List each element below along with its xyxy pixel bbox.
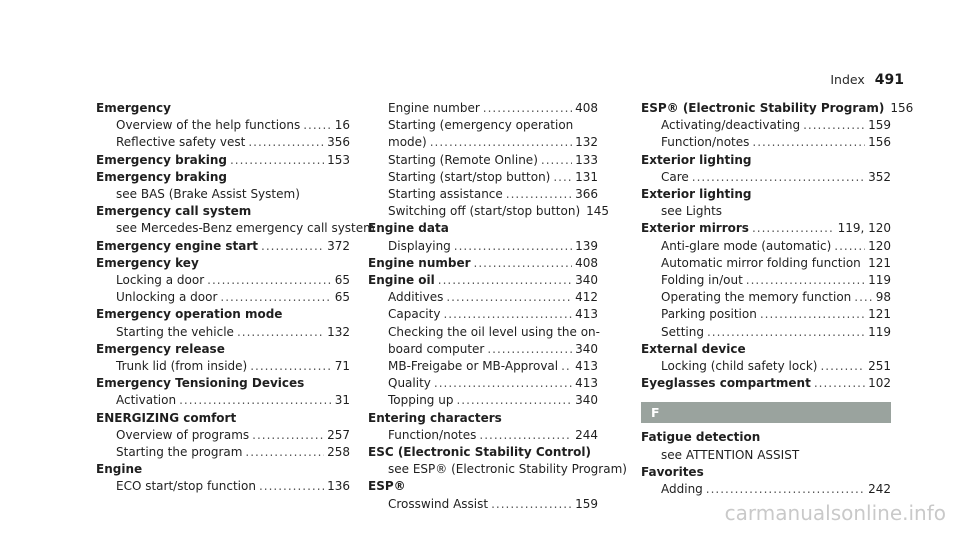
index-subentry xyxy=(368,289,598,306)
index-subentry-text: Activating/deactivating xyxy=(661,118,801,133)
index-subentry xyxy=(368,134,598,151)
index-subentry-text: Locking a door xyxy=(116,273,205,288)
index-heading-text: Exterior lighting xyxy=(641,187,752,202)
index-subentry-text: Unlocking a door xyxy=(116,290,218,305)
index-subentry-text: Adding xyxy=(661,482,703,497)
index-subentry xyxy=(368,169,598,186)
index-entry xyxy=(641,186,891,220)
index-heading-text: Emergency xyxy=(96,101,171,115)
index-heading xyxy=(96,375,350,392)
index-subentry-page: 258 xyxy=(327,445,350,460)
index-subentry xyxy=(641,306,891,323)
section-letter-banner: F xyxy=(641,402,891,423)
index-heading-text: ENERGIZING comfort xyxy=(96,410,237,425)
index-subentry-text: Reflective safety vest xyxy=(116,135,246,150)
index-subentry-text: Checking the oil level using the on- xyxy=(388,324,600,339)
index-heading xyxy=(96,203,350,220)
index-subentry-text: Starting (emergency operation xyxy=(388,118,574,133)
index-subentry-text: Capacity xyxy=(388,307,441,322)
index-subentry-text: MB-Freigabe or MB-Approval xyxy=(388,359,559,374)
index-subentry-page: 251 xyxy=(868,359,891,374)
dot-leader xyxy=(483,100,572,117)
index-subentry xyxy=(641,238,891,255)
index-heading-page: 372 xyxy=(327,238,350,253)
page-number: 491 xyxy=(874,72,904,88)
index-heading xyxy=(96,341,350,358)
index-subentry-text: Overview of programs xyxy=(116,427,250,442)
index-entry xyxy=(368,272,598,410)
index-entry xyxy=(96,203,375,237)
index-subentry-page: 242 xyxy=(868,482,891,497)
index-heading xyxy=(96,461,350,478)
index-subentry-page: 132 xyxy=(327,324,350,339)
index-heading xyxy=(641,375,891,392)
dot-leader xyxy=(261,238,324,255)
index-heading-page: 156 xyxy=(890,101,914,115)
index-subentry xyxy=(368,496,598,513)
index-entry xyxy=(368,100,610,220)
index-heading xyxy=(641,220,891,237)
index-heading xyxy=(368,272,598,289)
index-entry xyxy=(368,220,598,254)
index-heading xyxy=(641,186,891,203)
index-subentry-text: Care xyxy=(661,169,689,184)
index-subentry-text: Activation xyxy=(116,393,177,408)
dot-leader xyxy=(230,152,324,169)
index-subentry xyxy=(368,375,598,392)
index-subentry-page: 366 xyxy=(575,187,598,202)
index-subentry-text: Overview of the help functions xyxy=(116,118,301,133)
index-heading-page: 102 xyxy=(868,376,891,391)
index-subentry-page: 65 xyxy=(334,290,350,305)
index-subentry-text: Starting (Remote Online) xyxy=(388,152,538,167)
index-subentry-page: 356 xyxy=(327,135,350,150)
dot-leader xyxy=(854,289,872,306)
dot-leader xyxy=(250,358,332,375)
index-subentry-page: 257 xyxy=(327,427,350,442)
index-subentry-text: Setting xyxy=(661,324,704,339)
index-heading xyxy=(368,444,598,461)
index-subentry xyxy=(641,134,891,151)
index-subentry xyxy=(368,203,610,220)
dot-leader xyxy=(434,375,572,392)
index-subentry-text: Additives xyxy=(388,290,444,305)
dot-leader xyxy=(446,289,572,306)
index-heading-text: Fatigue detection xyxy=(641,430,761,445)
index-subentry xyxy=(96,427,350,444)
index-subentry-page: 352 xyxy=(868,169,891,184)
index-heading-text: Emergency braking xyxy=(96,152,227,167)
index-subentry-text: Quality xyxy=(388,376,431,391)
index-entry xyxy=(641,100,914,152)
index-heading-text: Exterior lighting xyxy=(641,152,752,167)
index-entry xyxy=(641,152,891,186)
index-subentry-page: 98 xyxy=(875,290,891,305)
dot-leader xyxy=(245,444,324,461)
index-subentry xyxy=(96,358,350,375)
index-subentry xyxy=(368,461,627,478)
index-subentry-page: 340 xyxy=(575,341,598,356)
index-subentry-page: 120 xyxy=(868,238,891,253)
index-heading xyxy=(641,100,914,117)
index-heading xyxy=(368,478,598,495)
index-heading xyxy=(96,410,350,427)
index-entry xyxy=(96,152,350,169)
index-subentry-page: 156 xyxy=(868,135,891,150)
index-subentry xyxy=(641,289,891,306)
index-subentry xyxy=(368,324,598,341)
index-subentry-text: Anti-glare mode (automatic) xyxy=(661,238,832,253)
index-heading-text: Emergency release xyxy=(96,341,225,356)
index-subentry-text: Displaying xyxy=(388,238,451,253)
index-subentry-text: see Mercedes-Benz emergency call system xyxy=(116,221,375,236)
dot-leader xyxy=(259,478,324,495)
index-subentry xyxy=(641,117,891,134)
index-column-2 xyxy=(368,100,627,513)
dot-leader xyxy=(237,324,324,341)
index-entry xyxy=(368,255,598,272)
index-subentry-text: Switching off (start/stop button) xyxy=(388,204,581,219)
index-subentry-text: Starting (start/stop button) xyxy=(388,169,551,184)
index-subentry-text: Starting assistance xyxy=(388,187,503,202)
index-subentry-text: Automatic mirror folding function xyxy=(661,255,861,270)
dot-leader xyxy=(491,496,572,513)
index-subentry xyxy=(96,186,350,203)
index-entry xyxy=(641,220,891,340)
index-subentry-page: 244 xyxy=(575,427,598,442)
dot-leader xyxy=(814,375,865,392)
dot-leader xyxy=(207,272,332,289)
dot-leader xyxy=(820,358,865,375)
index-subentry-page: 136 xyxy=(327,479,350,494)
index-subentry-text: Topping up xyxy=(388,393,454,408)
index-heading-text: ESP® (Electronic Stability Program) xyxy=(641,101,885,115)
index-subentry xyxy=(641,481,891,498)
index-heading xyxy=(96,238,350,255)
dot-leader xyxy=(443,306,572,323)
index-heading-text: Entering characters xyxy=(368,410,502,425)
watermark: carmanualsonline.info xyxy=(724,501,946,525)
index-subentry xyxy=(368,341,598,358)
index-subentry-page: 413 xyxy=(575,359,598,374)
index-entry xyxy=(96,341,350,375)
index-heading xyxy=(96,152,350,169)
index-subentry xyxy=(368,100,598,117)
dot-leader xyxy=(707,324,865,341)
index-heading-page: 119, 120 xyxy=(837,221,891,236)
index-subentry xyxy=(368,358,598,375)
index-subentry xyxy=(96,272,350,289)
index-heading xyxy=(368,410,598,427)
index-subentry xyxy=(368,152,598,169)
index-subentry xyxy=(96,444,350,461)
dot-leader xyxy=(248,134,324,151)
index-subentry xyxy=(96,324,350,341)
index-heading-text: Emergency braking xyxy=(96,169,227,184)
dot-leader xyxy=(430,134,572,151)
index-subentry xyxy=(641,324,891,341)
index-subentry-text: Function/notes xyxy=(388,427,477,442)
index-heading-text: Engine xyxy=(96,462,143,477)
index-subentry-text: Engine number xyxy=(388,101,480,115)
dot-leader xyxy=(506,186,572,203)
dot-leader xyxy=(220,289,331,306)
index-entry xyxy=(368,410,598,444)
index-heading-text: ESC (Electronic Stability Control) xyxy=(368,445,591,460)
index-heading xyxy=(368,255,598,272)
index-entry xyxy=(96,461,350,495)
index-heading-text: Engine oil xyxy=(368,273,435,288)
index-subentry-text: Folding in/out xyxy=(661,273,743,288)
dot-leader xyxy=(752,134,865,151)
index-heading-text: Favorites xyxy=(641,464,704,479)
index-subentry-text: Operating the memory function xyxy=(661,290,852,305)
index-subentry-page: 131 xyxy=(575,169,598,184)
dot-leader xyxy=(487,341,572,358)
dot-leader xyxy=(454,238,572,255)
index-subentry-page: 119 xyxy=(868,324,891,339)
dot-leader xyxy=(474,255,573,272)
index-subentry xyxy=(368,427,598,444)
index-heading xyxy=(641,464,891,481)
index-subentry-text: see Lights xyxy=(661,204,723,219)
dot-leader xyxy=(252,427,324,444)
index-entry xyxy=(368,478,598,512)
index-entry xyxy=(96,238,350,255)
index-entry xyxy=(368,444,627,478)
index-entry xyxy=(96,375,350,409)
dot-leader xyxy=(864,255,865,272)
index-heading-page: 408 xyxy=(575,255,598,270)
index-heading-text: Engine data xyxy=(368,221,449,236)
index-subentry xyxy=(641,203,891,220)
index-subentry xyxy=(368,117,598,134)
index-subentry xyxy=(641,169,891,186)
dot-leader xyxy=(760,306,865,323)
dot-leader xyxy=(303,117,331,134)
index-entry xyxy=(96,410,350,462)
dot-leader xyxy=(692,169,865,186)
dot-leader xyxy=(706,481,865,498)
index-subentry-page: 413 xyxy=(575,376,598,391)
dot-leader xyxy=(752,220,835,237)
index-entry xyxy=(96,100,350,152)
index-subentry xyxy=(368,238,598,255)
page-header xyxy=(830,72,904,88)
index-subentry-text: Starting the vehicle xyxy=(116,324,234,339)
index-column-3 xyxy=(641,100,914,498)
index-subentry-page: 139 xyxy=(575,238,598,253)
index-subentry-page: 340 xyxy=(575,393,598,408)
index-subentry-text: ECO start/stop function xyxy=(116,479,256,494)
index-subentry xyxy=(96,478,350,495)
index-subentry-page: 413 xyxy=(575,307,598,322)
dot-leader xyxy=(179,392,332,409)
index-subentry-page: 71 xyxy=(334,359,350,374)
index-subentry xyxy=(368,186,598,203)
index-subentry-text: see ESP® (Electronic Stability Program) xyxy=(388,462,627,477)
index-heading-text: ESP® xyxy=(368,479,406,494)
dot-leader xyxy=(541,152,572,169)
index-subentry xyxy=(96,134,350,151)
dot-leader xyxy=(834,238,865,255)
index-subentry-text: Crosswind Assist xyxy=(388,496,489,511)
index-subentry-page: 121 xyxy=(868,255,891,270)
index-subentry-text: see ATTENTION ASSIST xyxy=(661,447,800,462)
index-heading xyxy=(368,220,598,237)
index-heading xyxy=(96,100,350,117)
index-entry xyxy=(641,464,891,498)
index-heading-text: External device xyxy=(641,341,746,356)
index-subentry-page: 412 xyxy=(575,290,598,305)
index-subentry xyxy=(96,289,350,306)
dot-leader xyxy=(561,358,572,375)
dot-leader xyxy=(803,117,865,134)
index-entry xyxy=(641,341,891,375)
index-heading xyxy=(641,152,891,169)
index-subentry xyxy=(641,255,891,272)
index-subentry-text: board computer xyxy=(388,341,485,356)
index-heading-page: 153 xyxy=(327,152,350,167)
index-subentry-text: Parking position xyxy=(661,307,757,322)
section-title: Index xyxy=(830,72,865,87)
index-subentry-page: 119 xyxy=(868,273,891,288)
index-subentry-page: 133 xyxy=(575,152,598,167)
index-subentry-text: mode) xyxy=(388,135,427,150)
index-subentry xyxy=(368,306,598,323)
index-heading-text: Emergency Tensioning Devices xyxy=(96,376,305,391)
index-subentry-page: 16 xyxy=(334,118,350,133)
index-entry xyxy=(96,255,350,307)
dot-leader xyxy=(479,427,572,444)
index-subentry-page: 132 xyxy=(575,135,598,150)
index-subentry-page: 159 xyxy=(575,496,598,511)
index-subentry-page: 31 xyxy=(334,393,350,408)
index-heading xyxy=(641,429,891,446)
index-entry xyxy=(96,306,350,340)
index-heading-text: Engine number xyxy=(368,255,471,270)
index-subentry xyxy=(641,272,891,289)
index-subentry xyxy=(368,392,598,409)
index-subentry-text: Function/notes xyxy=(661,135,750,150)
index-subentry xyxy=(96,220,375,237)
index-heading-text: Emergency operation mode xyxy=(96,307,283,322)
index-subentry-page: 145 xyxy=(586,204,610,219)
dot-leader xyxy=(553,169,572,186)
dot-leader xyxy=(456,392,572,409)
index-heading-page: 340 xyxy=(575,273,598,288)
index-subentry-text: see BAS (Brake Assist System) xyxy=(116,187,300,202)
dot-leader xyxy=(438,272,572,289)
index-heading-text: Emergency key xyxy=(96,255,199,270)
dot-leader xyxy=(746,272,865,289)
index-subentry-text: Starting the program xyxy=(116,445,243,460)
index-subentry xyxy=(641,447,891,464)
index-heading-text: Exterior mirrors xyxy=(641,221,749,236)
index-entry xyxy=(641,375,891,392)
index-column-1 xyxy=(96,100,375,496)
index-heading-text: Emergency call system xyxy=(96,204,252,219)
index-subentry-text: Locking (child safety lock) xyxy=(661,359,818,374)
index-subentry-text: Trunk lid (from inside) xyxy=(116,359,248,374)
index-subentry-page: 408 xyxy=(575,101,598,115)
index-subentry-page: 65 xyxy=(334,273,350,288)
index-subentry xyxy=(96,392,350,409)
index-subentry-page: 159 xyxy=(868,118,891,133)
index-subentry xyxy=(96,117,350,134)
index-entry xyxy=(641,429,891,463)
index-subentry xyxy=(641,358,891,375)
index-subentry-page: 121 xyxy=(868,307,891,322)
index-heading xyxy=(96,306,350,323)
index-heading xyxy=(96,169,350,186)
index-heading xyxy=(641,341,891,358)
index-heading-text: Emergency engine start xyxy=(96,238,259,253)
index-entry xyxy=(96,169,350,203)
index-heading xyxy=(96,255,350,272)
index-heading-text: Eyeglasses compartment xyxy=(641,376,811,391)
